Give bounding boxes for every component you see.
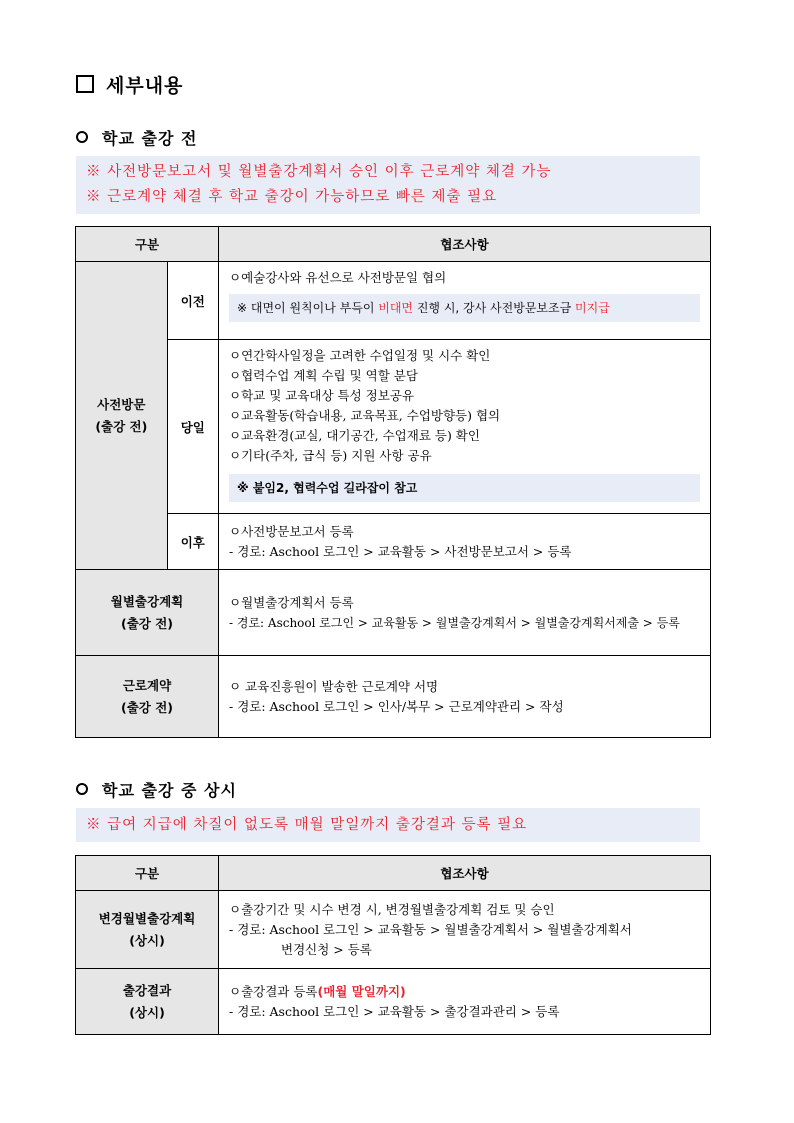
col-header-cooperation: 협조사항 <box>219 227 711 262</box>
category-result <box>76 969 219 1035</box>
content-line: ㅇ사전방문보고서 등록 <box>229 523 354 539</box>
content-line: 변경신청 > 등록 <box>281 941 372 957</box>
section1-heading <box>76 126 197 149</box>
col-header-category: 구분 <box>76 227 219 262</box>
sub-before: 이전 <box>167 262 218 340</box>
category-contract <box>76 656 219 738</box>
col-header-category: 구분 <box>76 856 219 891</box>
category-sub: (출강 전) <box>120 699 173 715</box>
content-line: ㅇ교육환경(교실, 대기공간, 수업재료 등) 확인 <box>229 428 480 443</box>
sub-day: 당일 <box>167 340 218 514</box>
category-sub: (출강 전) <box>120 615 173 631</box>
content-line: ㅇ예술강사와 유선으로 사전방문일 협의 <box>229 270 447 285</box>
notice-line: ※ 사전방문보고서 및 월별출강계획서 승인 이후 근로계약 체결 가능 <box>86 164 552 180</box>
section2-heading <box>76 778 237 801</box>
note-text: 진행 시, 강사 사전방문보조금 <box>413 301 576 315</box>
content-line: ㅇ월별출강계획서 등록 <box>229 594 354 610</box>
content-text: ㅇ출강결과 등록 <box>229 983 318 999</box>
category-label: 사전방문 <box>97 396 146 412</box>
content-monthly <box>219 570 711 656</box>
content-line: ㅇ출강기간 및 시수 변경 시, 변경월별출강계획 검토 및 승인 <box>229 901 555 917</box>
page-heading <box>76 71 183 98</box>
col-header-cooperation: 협조사항 <box>219 856 711 891</box>
category-sub: (상시) <box>129 1004 165 1020</box>
checkbox-icon <box>76 75 94 93</box>
category-change <box>76 891 219 969</box>
inner-note <box>229 294 700 322</box>
notice-line: ※ 급여 지급에 차질이 없도록 매월 말일까지 출강결과 등록 필요 <box>86 817 528 833</box>
content-line: - 경로: Aschool 로그인 > 교육활동 > 월별출강계획서 > 월별출강계획서 <box>229 921 632 937</box>
content-change <box>219 891 711 969</box>
category-label: 근로계약 <box>122 677 172 693</box>
content-line: - 경로: Aschool 로그인 > 교육활동 > 월별출강계획서 > 월별출강계획서제출 > 등록 <box>229 615 680 630</box>
category-sub: (출강 전) <box>95 418 148 434</box>
circle-bullet-icon <box>76 783 88 795</box>
content-line: ㅇ협력수업 계획 수립 및 역할 분담 <box>229 368 418 383</box>
section2-heading-text: 학교 출강 중 상시 <box>102 781 237 800</box>
note-text: ※ 대면이 원칙이나 부득이 <box>237 301 379 315</box>
category-label: 출강결과 <box>122 982 172 998</box>
content-line: ㅇ 교육진흥원이 발송한 근로계약 서명 <box>229 678 439 694</box>
notice-line: ※ 근로계약 체결 후 학교 출강이 가능하므로 빠른 제출 필요 <box>86 189 498 205</box>
section1-notice <box>76 156 700 214</box>
content-line: - 경로: Aschool 로그인 > 교육활동 > 사전방문보고서 > 등록 <box>229 543 572 559</box>
note-red: 비대면 <box>378 301 414 315</box>
category-label: 변경월별출강계획 <box>98 910 196 926</box>
content-line: - 경로: Aschool 로그인 > 교육활동 > 출강결과관리 > 등록 <box>229 1003 560 1019</box>
category-label: 월별출강계획 <box>110 593 184 609</box>
section1-table <box>75 226 711 738</box>
content-line: ㅇ교육활동(학습내용, 교육목표, 수업방향등) 협의 <box>229 408 501 423</box>
inner-note: ※ 붙임2, 협력수업 길라잡이 참고 <box>229 474 700 502</box>
page-heading-text: 세부내용 <box>106 75 184 97</box>
note-red: 미지급 <box>575 301 610 315</box>
category-visit <box>76 262 168 570</box>
content-line: - 경로: Aschool 로그인 > 인사/복무 > 근로계약관리 > 작성 <box>229 698 564 714</box>
content-before <box>219 262 711 340</box>
category-monthly <box>76 570 219 656</box>
content-line: ㅇ연간학사일정을 고려한 수업일정 및 시수 확인 <box>229 348 491 363</box>
section2-notice <box>76 808 700 842</box>
content-day <box>219 340 711 514</box>
category-sub: (상시) <box>129 932 165 948</box>
content-contract <box>219 656 711 738</box>
content-line: ㅇ학교 및 교육대상 특성 정보공유 <box>229 388 414 403</box>
content-line: ㅇ기타(주차, 급식 등) 지원 사항 공유 <box>229 448 432 463</box>
section1-heading-text: 학교 출강 전 <box>102 129 198 148</box>
content-after <box>219 514 711 570</box>
content-result <box>219 969 711 1035</box>
section2-table <box>75 855 711 1035</box>
sub-after: 이후 <box>167 514 218 570</box>
content-line <box>229 982 700 1002</box>
circle-bullet-icon <box>76 131 88 143</box>
content-red: (매월 말일까지) <box>317 983 406 999</box>
